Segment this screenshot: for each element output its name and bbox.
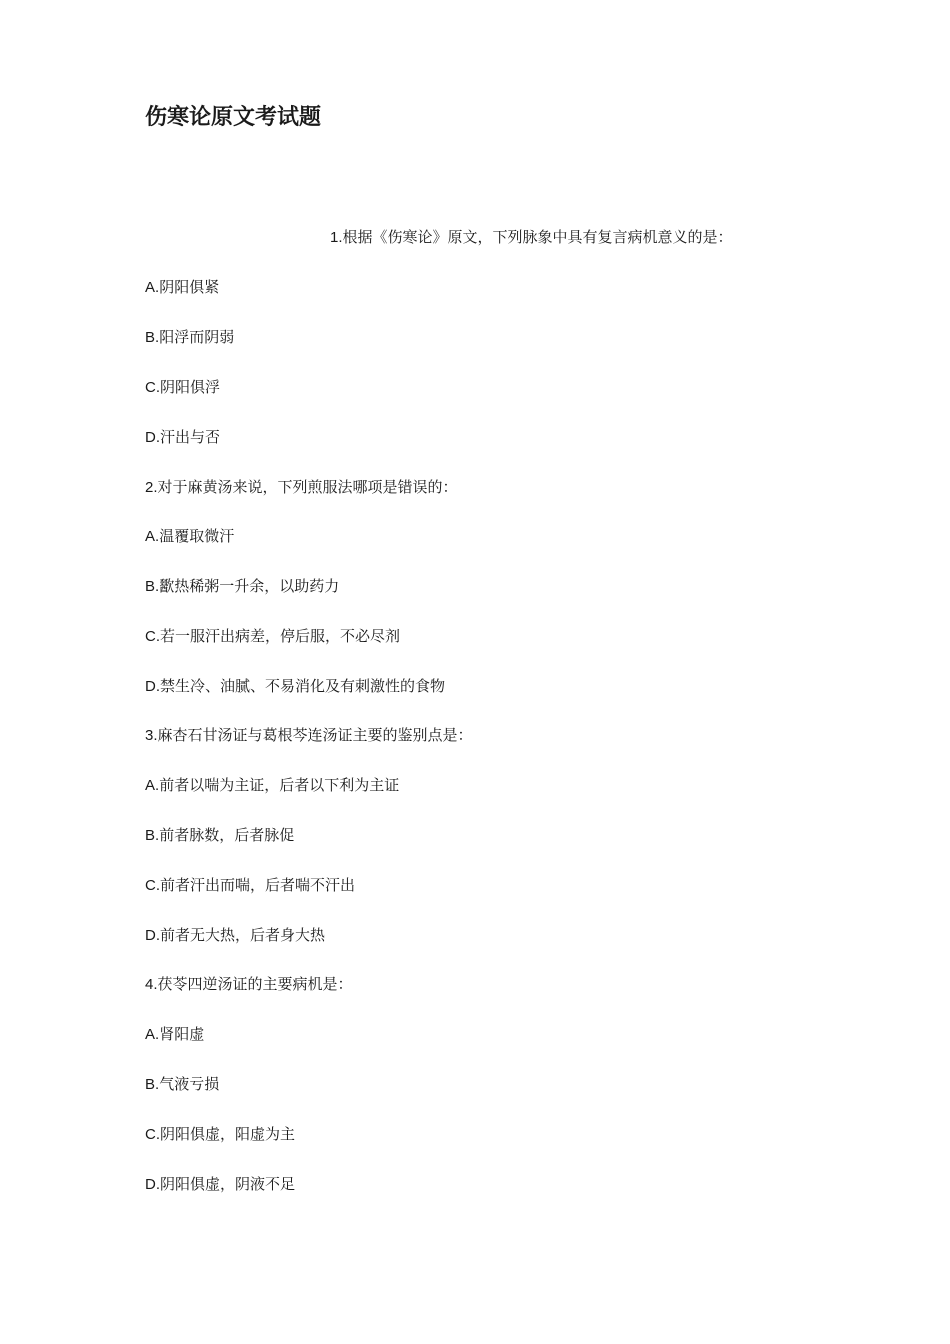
option-label: D.	[145, 429, 160, 446]
option-label: B.	[145, 1076, 160, 1093]
question-4-text: 茯苓四逆汤证的主要病机是：	[157, 975, 353, 993]
question-1-option-a	[145, 276, 219, 299]
option-label: A.	[145, 528, 160, 545]
question-4	[145, 973, 353, 996]
option-label: D.	[145, 927, 160, 944]
question-3-text: 麻杏石甘汤证与葛根芩连汤证主要的鉴别点是：	[157, 726, 473, 744]
option-text: 阳浮而阴弱	[159, 328, 235, 346]
option-label: D.	[145, 678, 160, 695]
option-text: 前者脉数，后者脉促	[159, 826, 295, 844]
question-1-option-d	[145, 426, 220, 449]
option-label: A.	[145, 777, 160, 794]
question-2-number: 2.	[145, 479, 158, 496]
option-text: 前者汗出而喘，后者喘不汗出	[160, 876, 356, 894]
option-text: 若一服汗出病差，停后服，不必尽剂	[160, 627, 401, 645]
question-4-option-d	[145, 1173, 295, 1196]
option-text: 温覆取微汗	[159, 527, 235, 545]
option-label: B.	[145, 329, 160, 346]
option-label: D.	[145, 1176, 160, 1193]
option-label: C.	[145, 877, 160, 894]
option-text: 阴阳俱紧	[159, 278, 220, 296]
option-text: 歠热稀粥一升余，以助药力	[159, 577, 340, 595]
option-label: B.	[145, 827, 160, 844]
option-text: 阴阳俱浮	[160, 378, 221, 396]
question-3-option-c	[145, 874, 355, 897]
option-text: 前者以喘为主证，后者以下利为主证	[159, 776, 400, 794]
option-label: B.	[145, 578, 160, 595]
option-text: 阴阳俱虚，阴液不足	[160, 1175, 296, 1193]
question-4-number: 4.	[145, 976, 158, 993]
option-label: C.	[145, 1126, 160, 1143]
question-1-number: 1.	[330, 229, 343, 246]
question-2-option-d	[145, 675, 445, 698]
question-2-option-a	[145, 525, 234, 548]
option-label: C.	[145, 628, 160, 645]
question-4-option-b	[145, 1073, 219, 1096]
question-2-option-b	[145, 575, 339, 598]
question-2-option-c	[145, 625, 400, 648]
question-3-number: 3.	[145, 727, 158, 744]
question-2	[145, 476, 458, 499]
question-3-option-d	[145, 924, 325, 947]
option-text: 汗出与否	[160, 428, 221, 446]
option-label: A.	[145, 1026, 160, 1043]
option-label: A.	[145, 279, 160, 296]
question-1-option-c	[145, 376, 220, 399]
option-text: 禁生冷、油腻、不易消化及有刺激性的食物	[160, 677, 446, 695]
question-3-option-b	[145, 824, 294, 847]
option-text: 气液亏损	[159, 1075, 220, 1093]
question-4-option-c	[145, 1123, 295, 1146]
option-label: C.	[145, 379, 160, 396]
option-text: 前者无大热，后者身大热	[160, 926, 326, 944]
option-text: 肾阳虚	[159, 1025, 205, 1043]
question-3	[145, 724, 473, 747]
document-title: 伤寒论原文考试题	[145, 105, 322, 130]
question-1	[330, 226, 733, 249]
question-1-option-b	[145, 326, 234, 349]
question-3-option-a	[145, 774, 399, 797]
question-2-text: 对于麻黄汤来说，下列煎服法哪项是错误的：	[157, 478, 458, 496]
question-1-text: 根据《伤寒论》原文，下列脉象中具有复言病机意义的是：	[342, 228, 733, 246]
question-4-option-a	[145, 1023, 204, 1046]
option-text: 阴阳俱虚，阳虚为主	[160, 1125, 296, 1143]
